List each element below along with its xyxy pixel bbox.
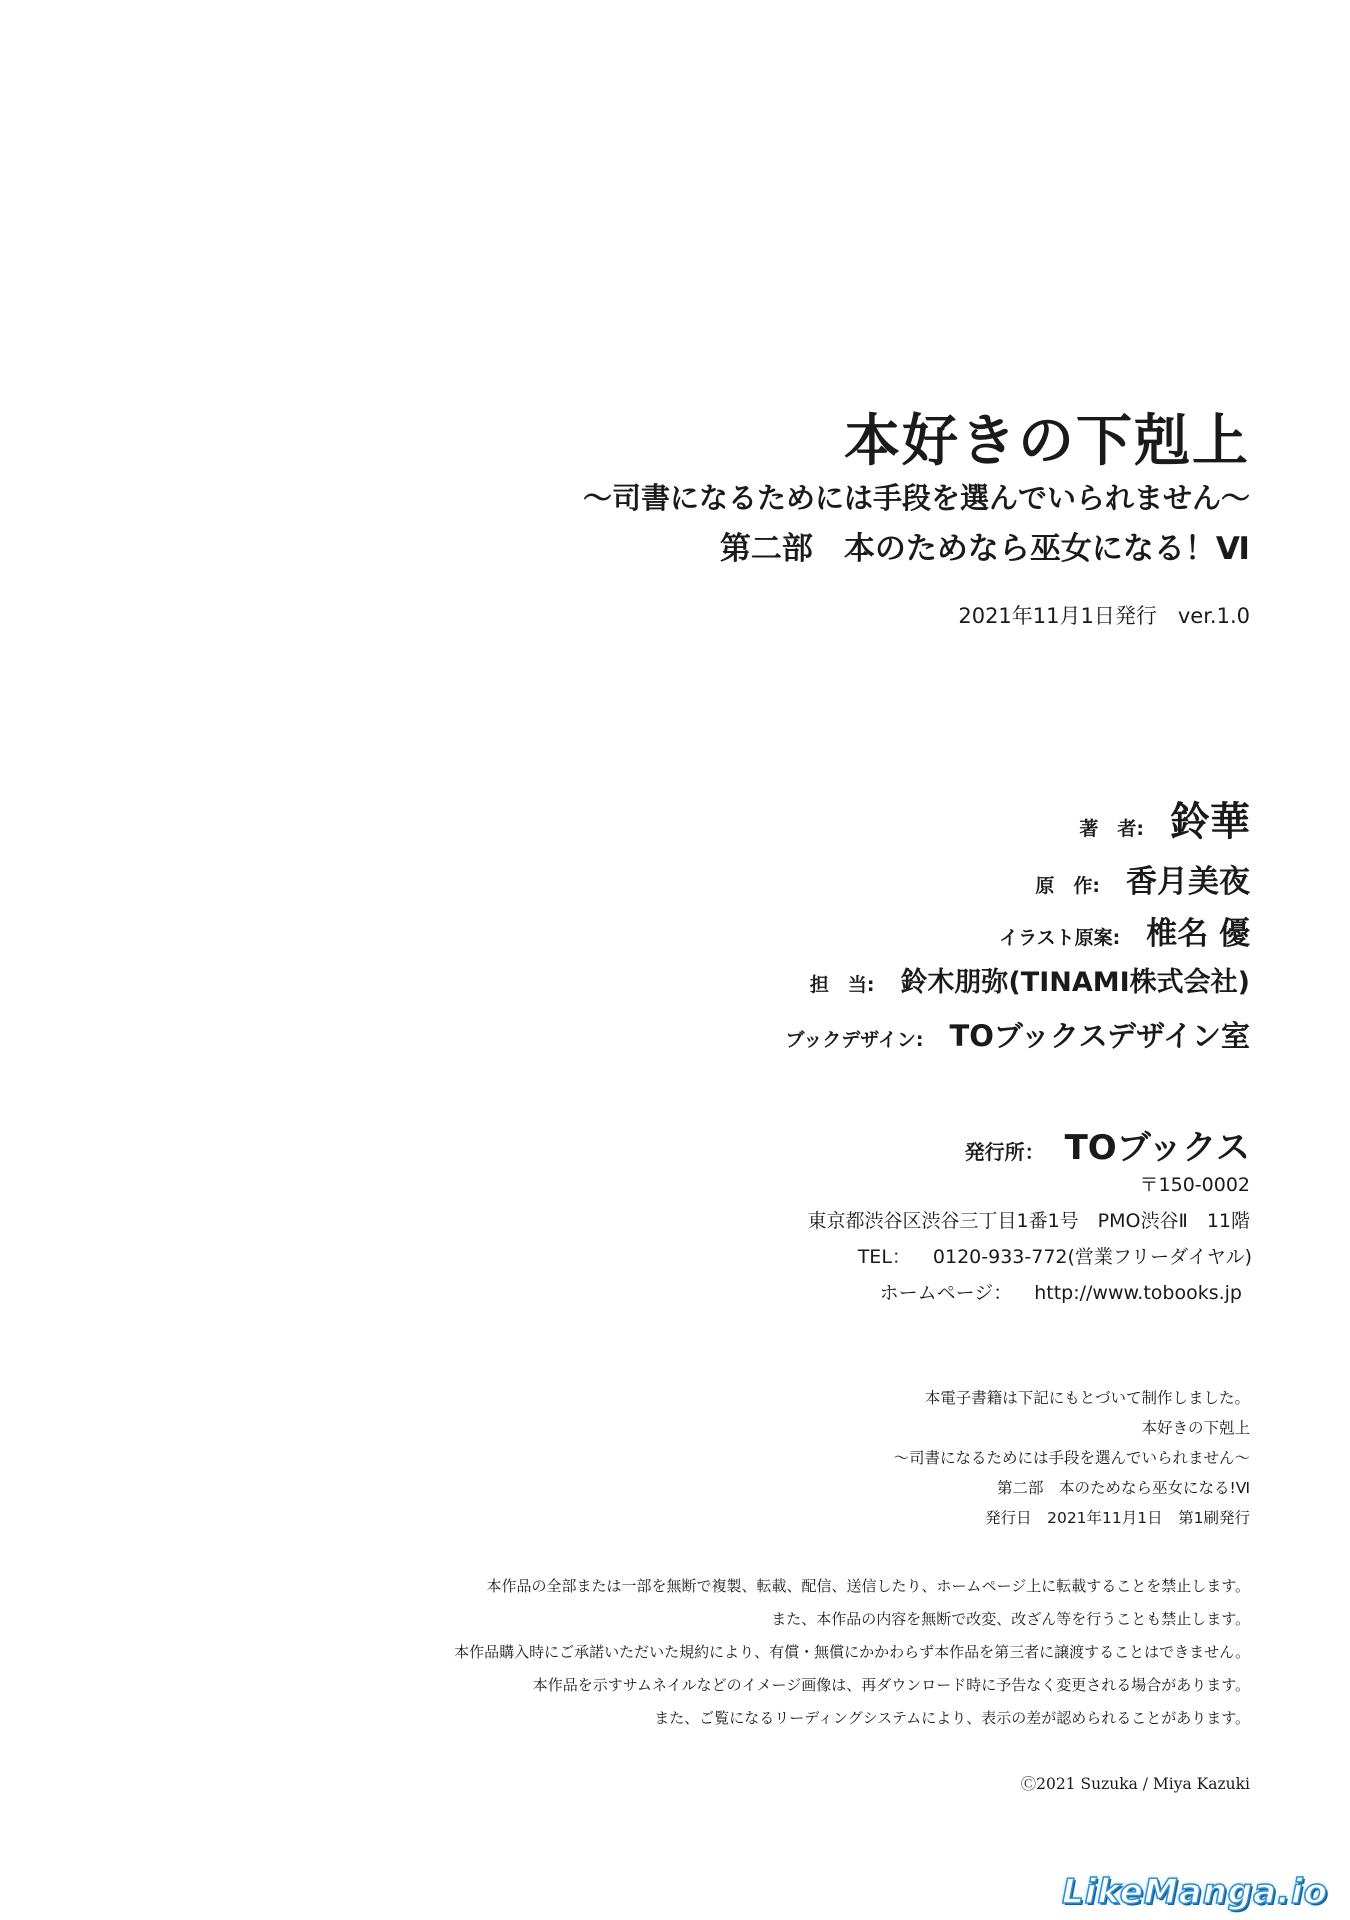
credit-value: TOブックスデザイン室: [949, 1019, 1250, 1053]
publisher-label: 発行所：: [964, 1140, 1045, 1164]
site-watermark: [1062, 1870, 1328, 1914]
credit-value: 鈴華: [1170, 799, 1250, 845]
book-subtitle: ～司書になるためには手段を選んでいられません～: [582, 481, 1250, 515]
publisher-tel: [858, 1243, 1252, 1271]
copyright-notice: Ⓒ2021 Suzuka / Miya Kazuki: [1020, 1775, 1250, 1793]
credit-book-design: [786, 1014, 1250, 1055]
homepage-label: ホームページ：: [879, 1282, 1013, 1304]
source-line: 第二部 本のためなら巫女になる!Ⅵ: [996, 1479, 1250, 1497]
credit-editor: [810, 960, 1250, 999]
homepage-url[interactable]: http://www.tobooks.jp: [1034, 1282, 1242, 1304]
publisher-name: TOブックス: [1064, 1128, 1250, 1168]
source-line: 発行日 2021年11月1日 第1刷発行: [985, 1509, 1250, 1527]
notice-line: 本作品の全部または一部を無断で複製、転載、配信、送信したり、ホームページ上に転載することを禁止します。: [486, 1577, 1250, 1595]
credit-value: 椎名 優: [1146, 916, 1250, 952]
publisher-postal-code: 〒150-0002: [1139, 1174, 1250, 1196]
notice-line: また、本作品の内容を無断で改変、改ざん等を行うことも禁止します。: [771, 1610, 1250, 1628]
publisher-address: 東京都渋谷区渋谷三丁目1番1号 PMO渋谷Ⅱ 11階: [807, 1210, 1250, 1232]
credit-label: イラスト原案:: [999, 927, 1121, 949]
notice-line: 本作品を示すサムネイルなどのイメージ画像は、再ダウンロード時に予告なく変更される場合があります。: [532, 1676, 1250, 1694]
publisher: [965, 1120, 1250, 1169]
legal-notices: [454, 1570, 1250, 1735]
credit-label: 担 当:: [809, 974, 875, 996]
notice-line: また、ご覧になるリーディングシステムにより、表示の差が認められることがあります。: [654, 1709, 1250, 1727]
credit-label: 著 者:: [1079, 818, 1144, 840]
book-part-title: 第二部 本のためなら巫女になる！Ⅵ: [719, 531, 1250, 567]
credit-illustration: [999, 908, 1250, 953]
tel-number: 0120-933-772(営業フリーダイヤル): [932, 1246, 1252, 1268]
source-line: ～司書になるためには手段を選んでいられません～: [893, 1449, 1250, 1467]
watermark-logo: LikeManga.io: [1062, 1872, 1328, 1912]
notice-line: 本作品購入時にご承諾いただいた規約により、有償・無償にかかわらず本作品を第三者に譲渡することはできません。: [454, 1643, 1250, 1661]
credit-value: 鈴木朋弥(TINAMI株式会社): [900, 967, 1250, 998]
source-edition-info: [893, 1383, 1250, 1533]
credit-value: 香月美夜: [1126, 864, 1250, 900]
tel-label: TEL：: [857, 1246, 911, 1268]
source-line: 本好きの下剋上: [1141, 1419, 1250, 1437]
book-title: 本好きの下剋上: [844, 409, 1250, 474]
credit-author: [1079, 790, 1250, 847]
credit-original-work: [1035, 856, 1250, 901]
publisher-homepage: [880, 1279, 1242, 1307]
source-line: 本電子書籍は下記にもとづいて制作しました。: [924, 1389, 1250, 1407]
publication-date-version: 2021年11月1日発行 ver.1.0: [958, 604, 1250, 628]
credit-label: 原 作:: [1035, 875, 1100, 897]
credit-label: ブックデザイン:: [785, 1029, 924, 1051]
